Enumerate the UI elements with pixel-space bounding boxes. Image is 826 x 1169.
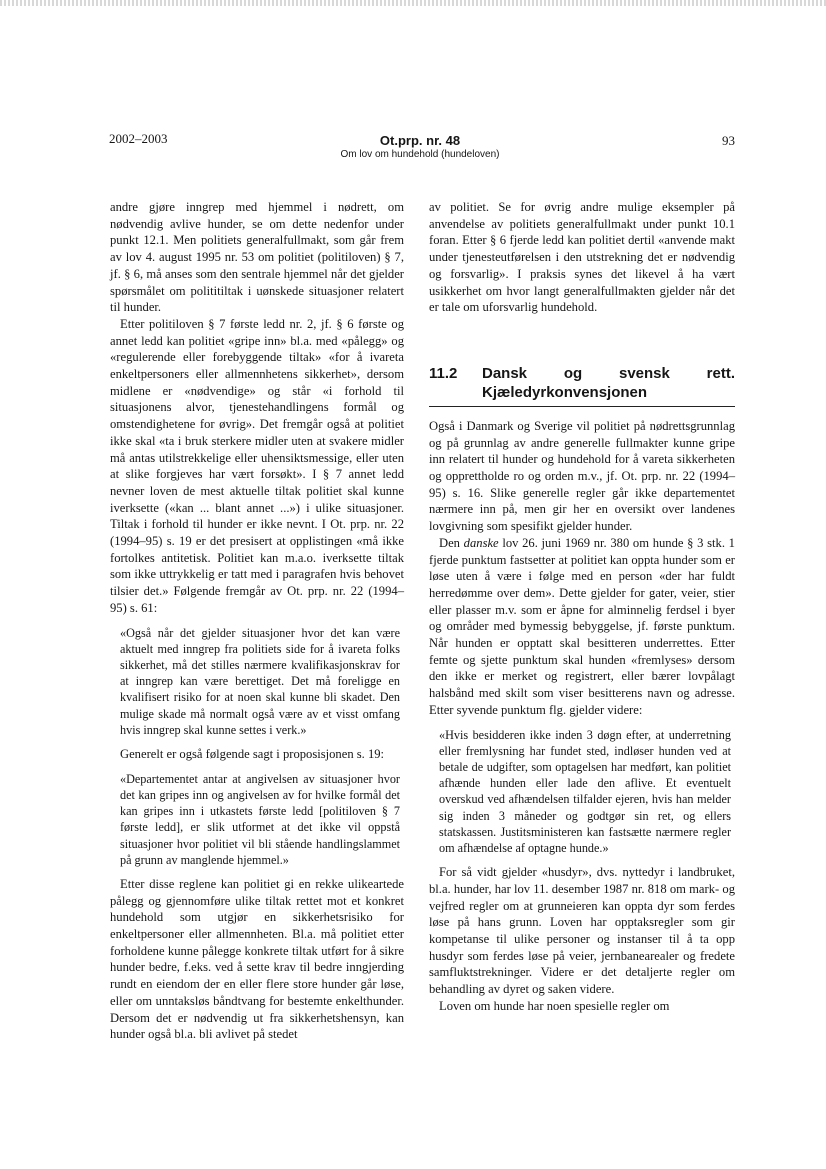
- paragraph: Generelt er også følgende sagt i proposisjonen s. 19:: [120, 747, 385, 761]
- quote-text: «Departementet antar at angivelsen av situasjoner hvor det kan gripes inn og angivelsen av for hvilke formål det kan gripes inn i utkastets første ledd [politiloven § 7 første ledd], er slik utformet at det ikke vil oppstå situasjoner hvor politiet vil bli stående handlingslammet på grunn av manglende hjemmel.»: [120, 771, 400, 867]
- header-page-number: 93: [722, 133, 735, 148]
- left-text-column: [110, 199, 404, 1043]
- header-year-range: 2002–2003: [109, 131, 168, 146]
- paragraph: Etter politiloven § 7 første ledd nr. 2, jf. § 6 første og annet ledd kan politiet «gripe inn» bl.a. med «pålegg» og «regulerende eller forebyggende tiltak» «for å ivareta enkeltpersoners eller allmennhetens sikkerhet», dersom midlene er «nødvendige» og står «i forhold til situasjonens alvor, tjenestehandlingens formål og omstendighetene for øvrig». Det fremgår også at politiet ikke skal «ta i bruk sterkere midler uten at svakere midler må antas utilstrekkelige eller uhensiktsmessige, eller uten at slike forgjeves har vært forsøkt». I § 7 annet ledd nevner loven de mest aktuelle tiltak politiet skal kunne iverksette («kan ... blant annet ...») i ulike situasjoner. Tiltak i forhold til hunder er ikke nevnt. I Ot. prp. nr. 22 (1994–95) s. 19 er det presisert at opplistingen «må ikke fortolkes antitetisk. Politiet kan m.a.o. iverksette tiltak som ikke uttrykkelig er tatt med i paragrafen hvis behovet tilsier det.» Følgende fremgår av Ot. prp. nr. 22 (1994–95) s. 61:: [110, 316, 404, 615]
- block-quote: [120, 625, 400, 738]
- paragraph: Også i Danmark og Sverige vil politiet på nødrettsgrunnlag og på grunnlag av andre generelle fullmakter kunne gripe inn relatert til hunder og hundehold for å vareta sikkerheten og opprettholde ro og orden m.v., jf. Ot. prp. nr. 22 (1994–95) s. 16. Slike generelle regler går ikke departementet nærmere inn på, men gir her en oversikt over landenes lovgivning som spesifikt gjelder hunder.: [429, 418, 735, 534]
- block-quote: [439, 727, 731, 857]
- paragraph: [429, 535, 735, 719]
- block-quote: [120, 771, 400, 868]
- paragraph-text-start: Den: [439, 535, 464, 550]
- paragraph: Etter disse reglene kan politiet gi en rekke ulikeartede pålegg og gjennomføre ulike tiltak rettet mot et konkret hundehold som utgjør en sikkerhetsrisiko for enkeltpersoner eller allmennheten. Bl.a. må politiet etter forholdene kunne pålegge konkrete tiltak utført for å sikre hunder bedre, f.eks. ved å sette krav til bedre inngjerding rundt en eiendom der en eller flere store hunder går løse, eller om unntaksløs båndtvang for bestemte enkelthunder. Dersom det er nødvendig ut fra sikkerhetshensyn, kan hunder også bl.a. bli avlivet på stedet: [110, 876, 404, 1042]
- running-header: [300, 133, 540, 161]
- section-heading: [429, 364, 735, 407]
- paragraph: andre gjøre inngrep med hjemmel i nødrett, om nødvendig avlive hunder, se om dette nedenfor under punkt 12.1. Men politiets generalfullmakt, som går frem av lov 4. august 1995 nr. 53 om politiet (politiloven) § 7, jf. § 6, må anses som den sentrale hjemmel når det gjelder spørsmålet om polititiltak i uønskede situasjoner relatert til hunder.: [110, 200, 404, 315]
- right-text-column: [429, 199, 735, 1015]
- header-document-title: Ot.prp. nr. 48: [379, 133, 461, 148]
- paragraph: For så vidt gjelder «husdyr», dvs. nyttedyr i landbruket, bl.a. hunder, har lov 11. desember 1987 nr. 818 om mark- og vejfred regler om at grunneieren kan oppta dyr som ferdes løse på hans grunn. Loven har opptaksregler som gir kompetanse til ulike personer og instanser til å ta opp husdyr som ferdes løse på veier, jernbanearealer og fredete samfluktstrekninger. Videre er det detaljerte regler om behandling av dyret og saken videre.: [429, 865, 735, 997]
- scan-edge-artifact: [0, 0, 826, 6]
- emphasis-text: danske: [463, 535, 499, 550]
- section-title: Dansk og svensk rett. Kjæledyrkonvensjonen: [482, 364, 735, 401]
- paragraph-text-rest: lov 26. juni 1969 nr. 380 om hunde § 3 stk. 1 fjerde punktum fastsetter at politiet kan oppta hunder som er løse uten å være i følge med en person «der har fuldt herredømme over dem». Dette gjelder for gater, veier, stier eller plasser m.v. som er åpne for alminnelig ferdsel i byer og områder med bymessig bebyggelse, jf. første punktum. Når hunden er opptatt skal besitteren underrettes. Etter femte og sjette punktum skal hunden «fremlyses» dersom den ikke er merket og registrert, eller bærer lovpålagt halsbånd med skilt som viser besitterens navn og adresse. Etter syvende punktum flg. gjelder videre:: [429, 535, 735, 717]
- section-number: 11.2: [429, 364, 458, 382]
- quote-text: «Hvis besidderen ikke inden 3 døgn efter, at underretning eller fremlysning har fundet sted, indløser hunden ved at betale de udgifter, som optagelsen har medført, kan politiet afhænde hunden eller lade den aflive. Et eventuelt overskud ved afhændelsen tilfalder ejeren, hvis han melder sig inden 3 måneder og godtgør sin ret, og ellers statskassen. Justitsministeren kan fastsætte nærmere regler om afhændelse af optagne hunde.»: [439, 727, 731, 855]
- header-document-subtitle: Om lov om hundehold (hundeloven): [340, 149, 500, 160]
- paragraph: Loven om hunde har noen spesielle regler om: [439, 998, 670, 1013]
- paragraph: av politiet. Se for øvrig andre mulige eksempler på anvendelse av politiets generalfullmakt under punkt 10.1 foran. Etter § 6 fjerde ledd kan politiet dertil «anvende makt under tjenesteutførelsen i den utstrekning det er nødvendig og forsvarlig». I praksis synes det likevel å ha vært usikkerhet om hvor langt generalfullmakten gjelder når det er tale om uforsvarlig hundehold.: [429, 200, 735, 315]
- quote-text: «Også når det gjelder situasjoner hvor det kan være aktuelt med inngrep fra politiets side for å ivareta folks sikkerhet, må det stilles nærmere kvalifikasjonskrav for at inngrep kan være berettiget. Det må foreligge en kvalifisert risiko for at noen skal kunne bli skadet. Den mulige skade må normalt også være av et visst omfang hvis inngrep skal kunne settes i verk.»: [120, 625, 400, 737]
